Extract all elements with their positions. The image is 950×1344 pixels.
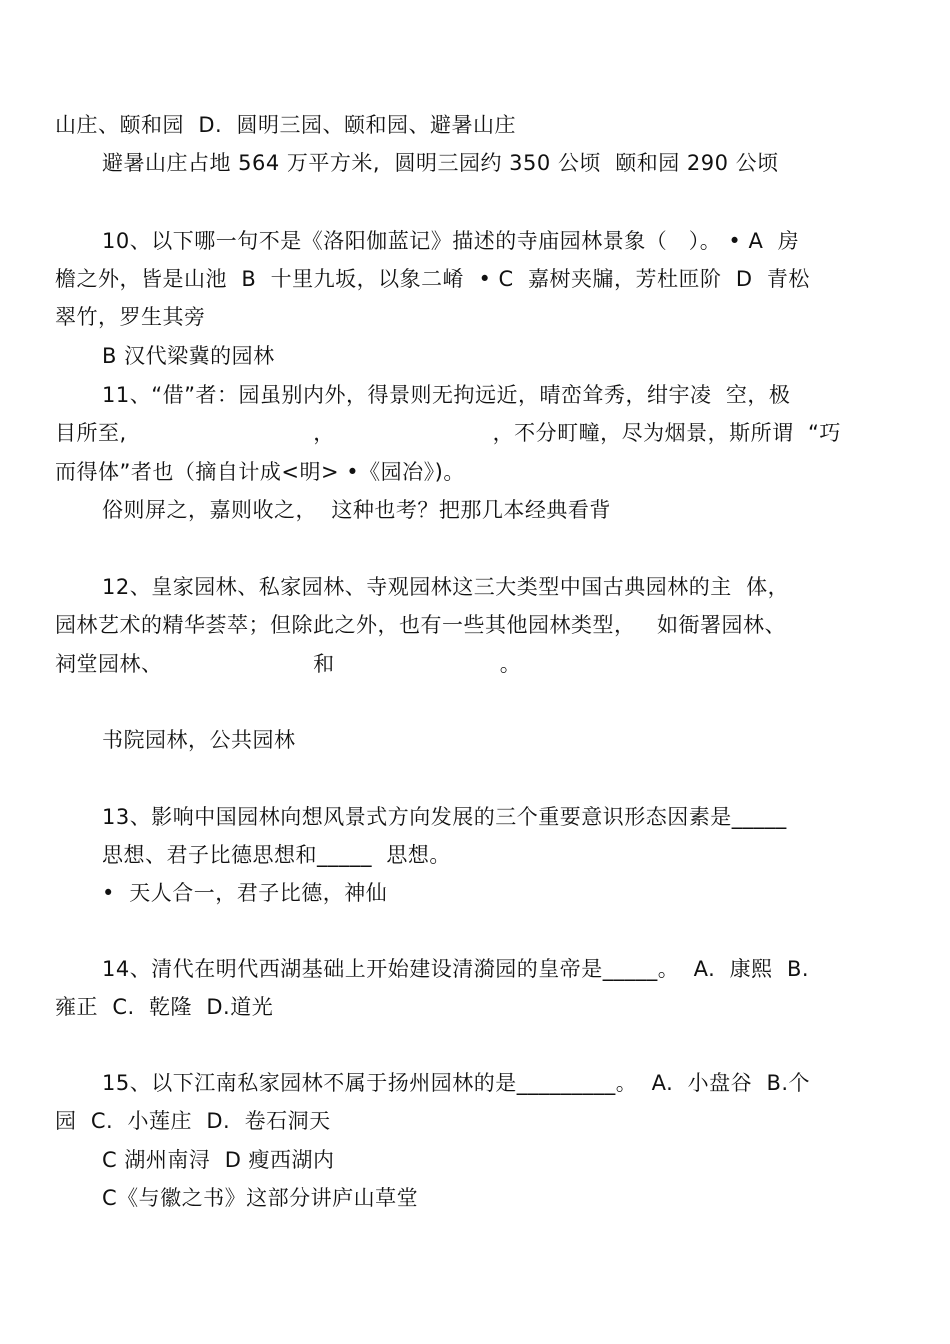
question-13-line: 13、影响中国园林向想风景式方向发展的三个重要意识形态因素是_____ (102, 805, 787, 829)
question-14-line: 14、清代在明代西湖基础上开始建设清漪园的皇帝是_____。 A. 康熙 B. (102, 957, 810, 981)
question-12-line: 12、皇家园林、私家园林、寺观园林这三大类型中国古典园林的主 体， (102, 575, 790, 599)
question-13-line: 思想、君子比德思想和_____ 思想。 (102, 843, 451, 867)
question-12-answer: 书院园林，公共园林 (102, 728, 296, 752)
question-15-note: C《与徽之书》这部分讲庐山草堂 (102, 1186, 419, 1210)
question-10-line: 10、以下哪一句不是《洛阳伽蓝记》描述的寺庙园林景象（ ）。 • A 房 (102, 229, 800, 253)
question-10-answer: B 汉代梁冀的园林 (102, 344, 275, 368)
question-13-answer: • 天人合一，君子比德，神仙 (102, 881, 388, 905)
text-line: 山庄、颐和园 D. 圆明三园、颐和园、避暑山庄 (55, 113, 517, 137)
question-10-line: 檐之外，皆是山池 B 十里九坂，以象二崤 • C 嘉树夹牖，芳杜匝阶 D 青松 (55, 267, 810, 291)
question-11-line: 11、“借”者：园虽别内外，得景则无拘远近，晴峦耸秀，绀宇凌 空，极 (102, 383, 791, 407)
answer-note: 避暑山庄占地 564 万平方米, 圆明三园约 350 公顷 颐和园 290 公顷 (102, 151, 779, 175)
question-12-line: 园林艺术的精华荟萃；但除此之外，也有一些其他园林类型， 如衙署园林、 (55, 613, 787, 637)
question-15-line: 园 C. 小莲庄 D. 卷石洞天 (55, 1109, 331, 1133)
question-11-line: 目所至, ， ，不分町疃，尽为烟景，斯所谓 “巧 (55, 421, 841, 445)
question-11-note: 俗则屏之，嘉则收之， 这种也考？把那几本经典看背 (102, 498, 611, 522)
question-15-line: 15、以下江南私家园林不属于扬州园林的是_________。 A. 小盘谷 B.个 (102, 1071, 811, 1095)
question-10-line: 翠竹，罗生其旁 (55, 305, 206, 329)
question-14-line: 雍正 C. 乾隆 D.道光 (55, 995, 274, 1019)
question-12-line: 祠堂园林、 和 。 (55, 652, 522, 676)
question-11-line: 而得体”者也（摘自计成<明> •《园冶》)。 (55, 460, 465, 484)
question-15-note: C 湖州南浔 D 瘦西湖内 (102, 1148, 335, 1172)
